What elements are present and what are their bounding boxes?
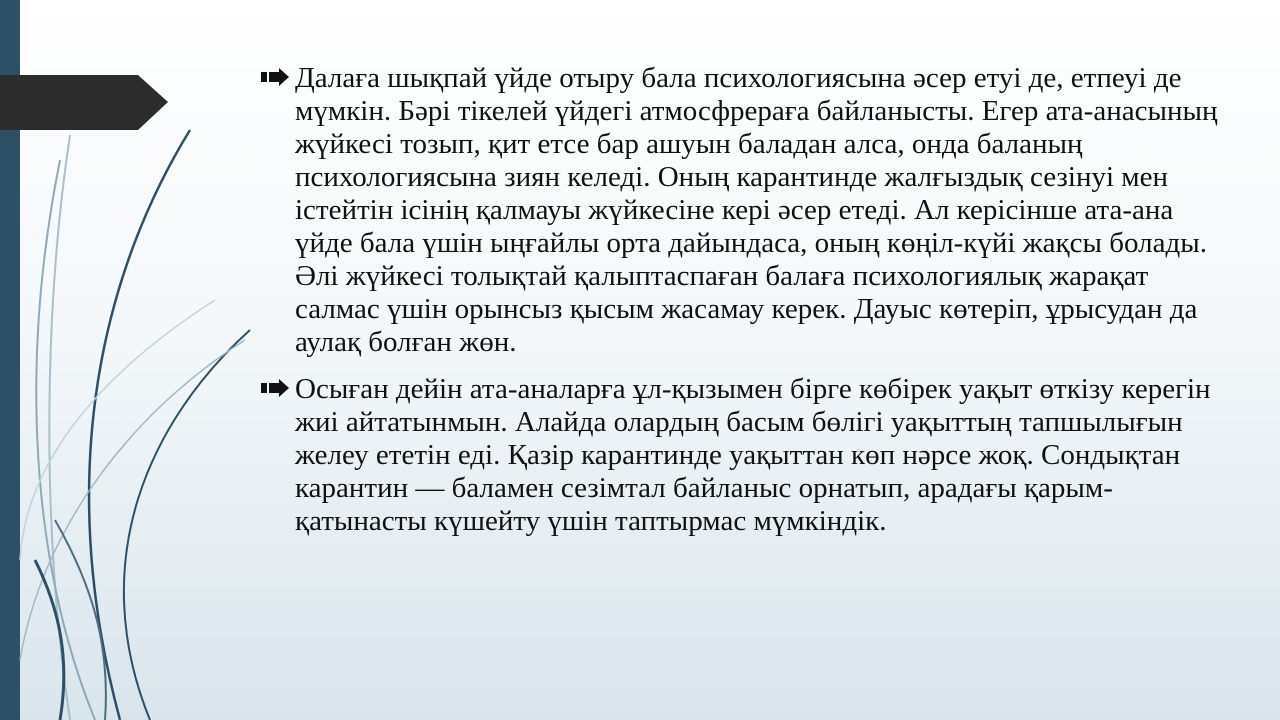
slide-content	[259, 62, 1219, 552]
title-arrow-tab	[0, 75, 168, 130]
arrow-bullet-icon	[261, 379, 289, 397]
bullet-item-1	[259, 62, 1219, 359]
arrow-bullet-icon	[261, 68, 289, 86]
bullet-item-2	[259, 373, 1219, 538]
bullet-text-1: Далаға шықпай үйде отыру бала психологиясына әсер етуі де, етпеуі де мүмкін. Бәрі тікелей үйдегі атмосфрераға байланысты. Егер ата-анасының жүйкесі тозып, қит етсе бар ашуын баладан алса, онда баланың психологиясына зиян келеді. Оның карантинде жалғыздық сезінуі мен істейтін ісінің қалмауы жүйкесіне кері әсер етеді. Ал керісінше ата-ана үйде бала үшін ыңғайлы орта дайындаса, оның көңіл-күйі жақсы болады. Әлі жүйкесі толықтай қалыптаспаған балаға психологиялық жарақат салмас үшін орынсыз қысым жасамау керек. Дауыс көтеріп, ұрысудан да аулақ болған жөн.	[295, 62, 1218, 358]
bullet-text-2: Осыған дейін ата-аналарға ұл-қызымен бірге көбірек уақыт өткізу керегін жиі айтатынмын. Алайда олардың басым бөлігі уақыттың тапшылығын желеу ететін еді. Қазір карантинде уақыттан көп нәрсе жоқ. Сондықтан карантин — баламен сезімтал байланыс орнатып, арадағы қарым-қатынасты күшейту үшін таптырмас мүмкіндік.	[295, 373, 1211, 537]
